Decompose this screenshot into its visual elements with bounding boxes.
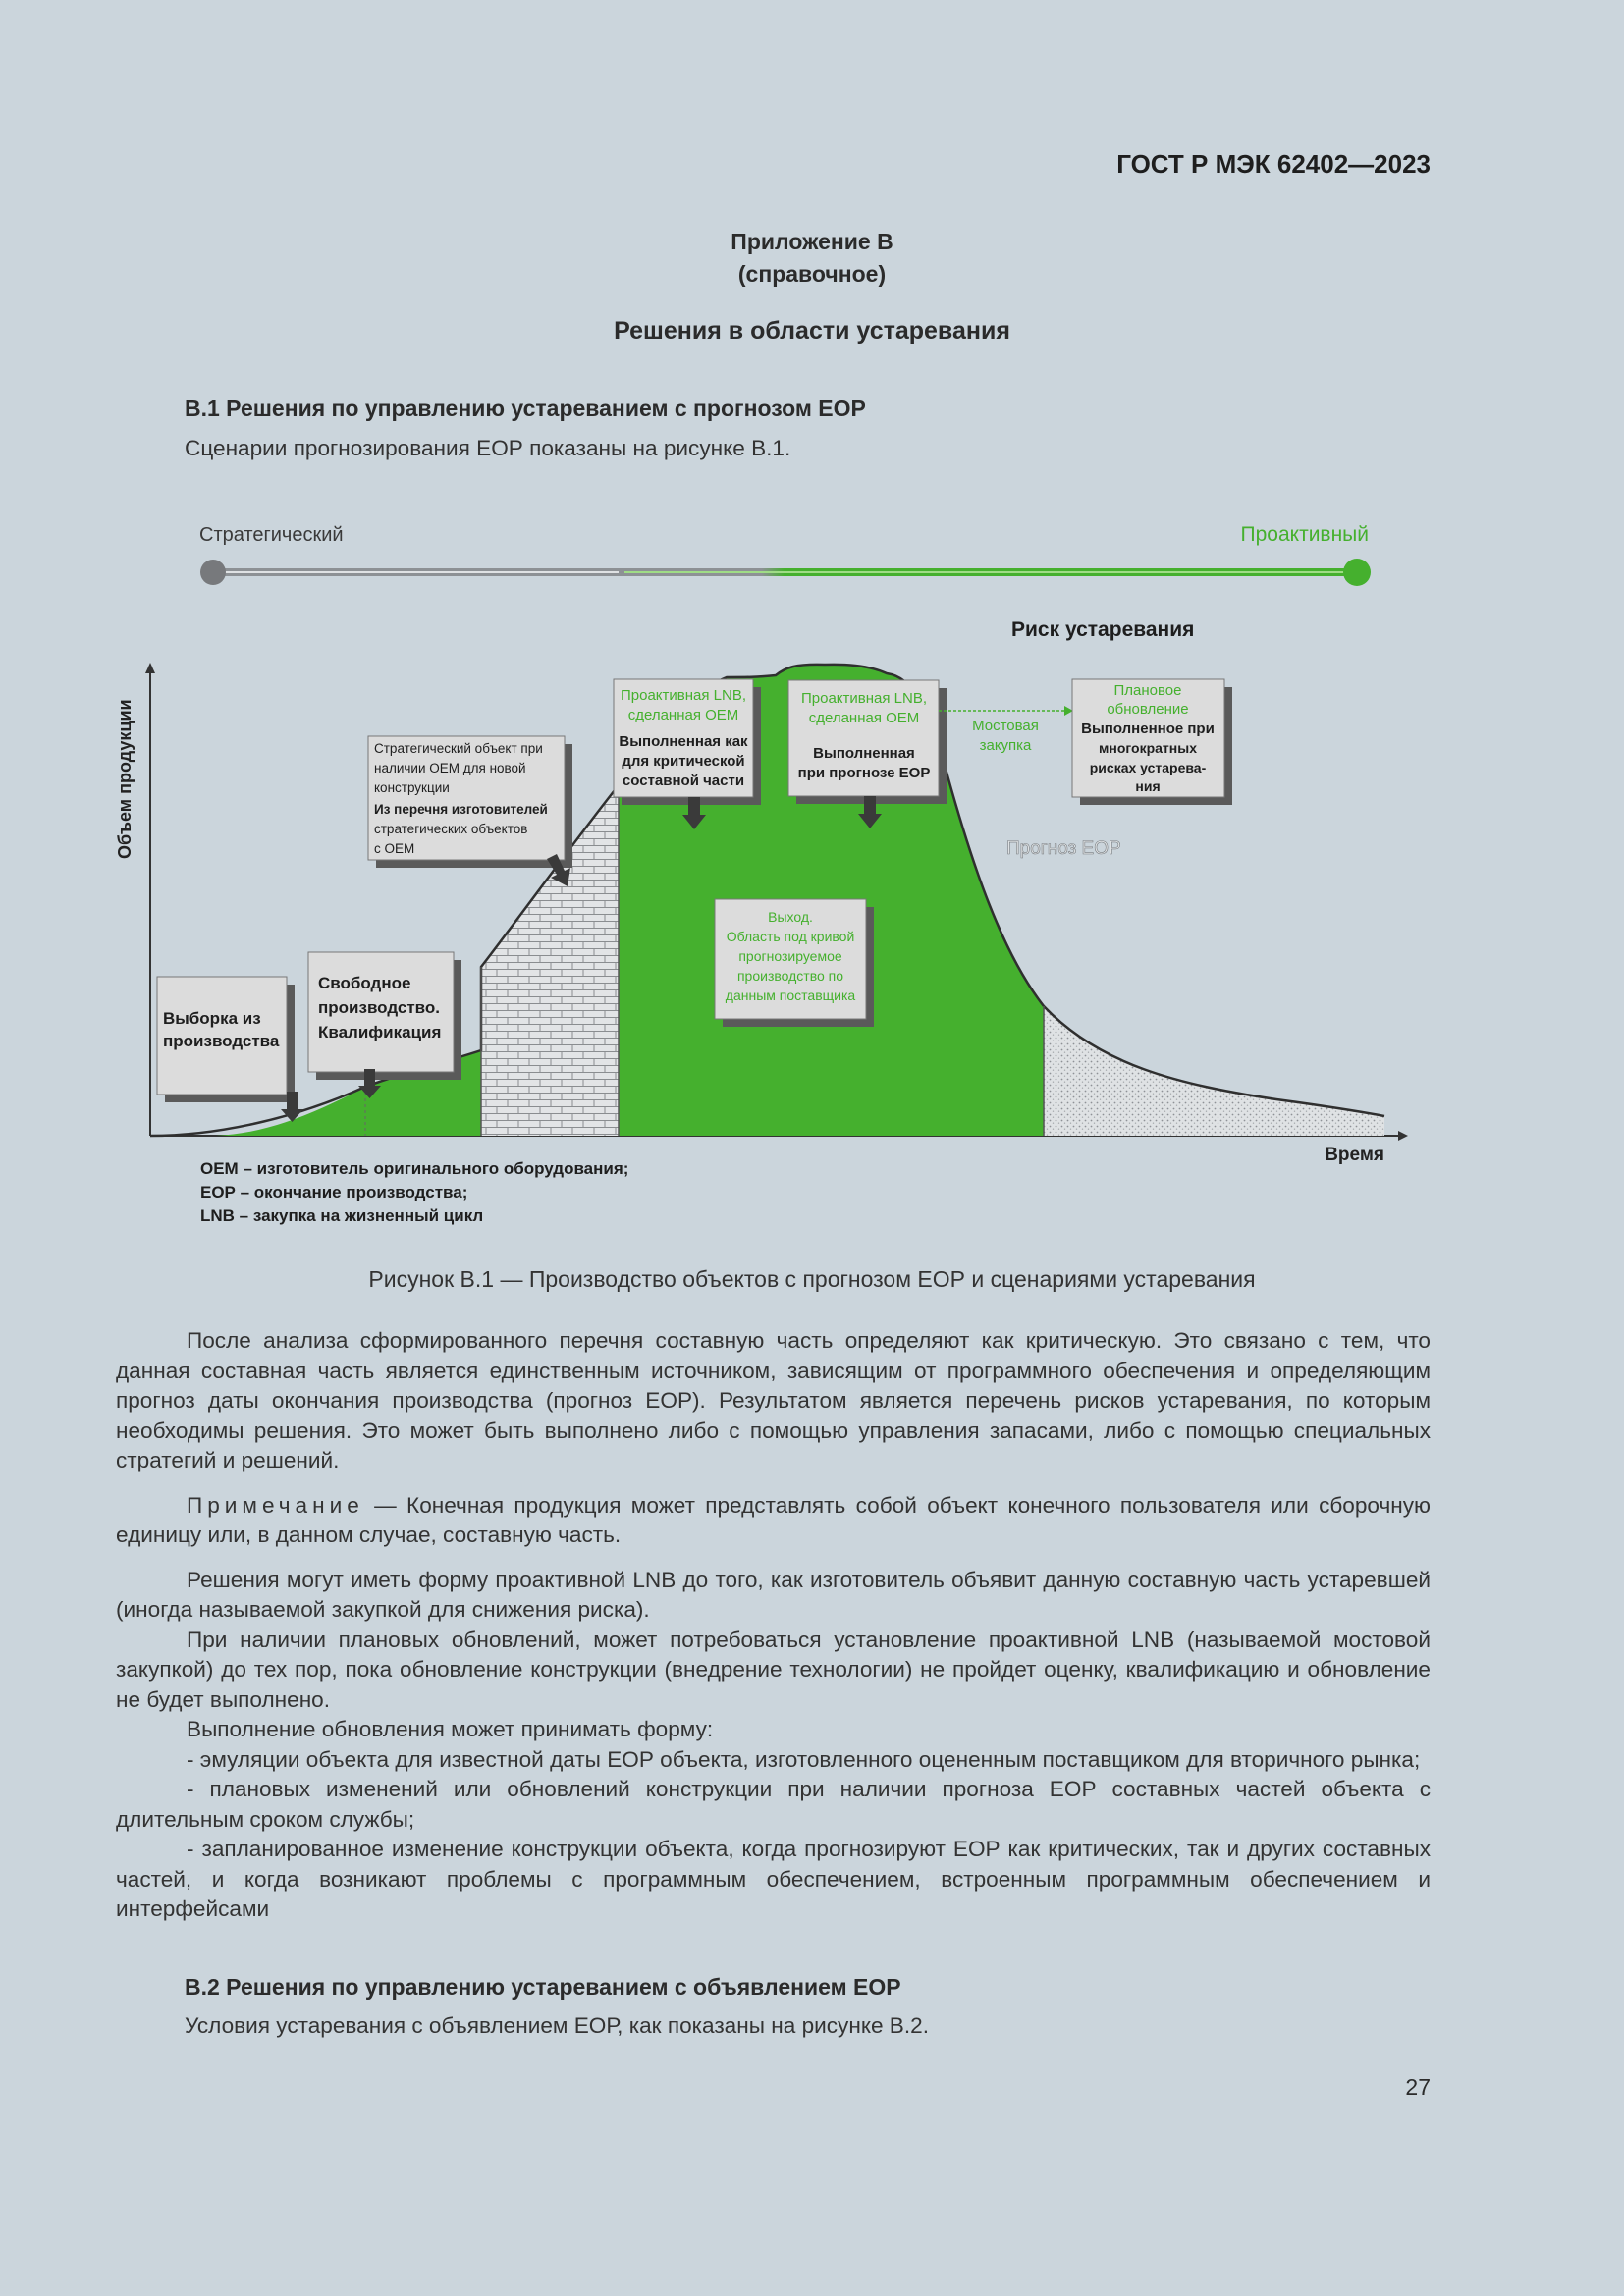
note-text: — Конечная продукция может представлять собой объект конечного пользователя или сборочную единицу или, в данном случае, составную часть. <box>116 1492 1431 1547</box>
annex-subtitle: (справочное) <box>737 261 887 287</box>
area-tail-dotted <box>1044 1006 1384 1136</box>
box-proactive-lnb-1 <box>614 679 761 805</box>
box-strategic-line-1: Стратегический объект при <box>374 741 543 756</box>
box-output <box>715 899 874 1027</box>
box-strategic-line-4: Из перечня изготовителей <box>374 802 548 817</box>
section-1-intro: Сценарии прогнозирования ЕОР показаны на рисунке В.1. <box>185 436 791 460</box>
bullet-2: - плановых изменений или обновлений конструкции при наличии прогноза ЕОР составных частей объекта с длительным сроком службы; <box>116 1777 1431 1832</box>
box-planned-dark-2: многократных <box>1099 740 1197 756</box>
box-lnb1-dark-2: для критической <box>622 753 745 770</box>
box-planned-update <box>1072 679 1232 805</box>
box-planned-dark-4: ния <box>1135 778 1161 794</box>
box-strategic-line-3: конструкции <box>374 780 450 795</box>
box-strategic-line-5: стратегических объектов <box>374 822 528 836</box>
paragraph-4: Выполнение обновления может принимать форму: <box>187 1717 714 1741</box>
box-free-line-2: производство. <box>318 998 441 1017</box>
scale-right-label: Проактивный <box>1240 523 1369 546</box>
bullet-3: - запланированное изменение конструкции объекта, когда прогнозируют ЕОР как критических, так и других составных частей, и когда возникают проблемы с программным обеспечением, встроенным программным обеспечением и интерфейсами <box>116 1837 1431 1921</box>
box-lnb2-green-2: сделанная ОЕМ <box>808 710 920 726</box>
page-number: 27 <box>1405 2074 1431 2100</box>
box-lnb1-dark-3: составной части <box>622 773 745 789</box>
x-axis-label: Время <box>1325 1145 1384 1165</box>
box-lnb2-dark-2: при прогнозе ЕОР <box>797 765 931 781</box>
box-lnb1-dark-1: Выполненная как <box>619 733 748 750</box>
y-axis-label: Объем продукции <box>115 699 135 859</box>
eop-forecast-label: Прогноз ЕОР <box>1006 838 1121 859</box>
note-label: Примечание <box>187 1492 364 1518</box>
box-sample-production <box>157 977 295 1102</box>
box-output-line-2: Область под кривой <box>726 929 855 944</box>
body-text <box>116 1326 1431 1925</box>
box-strategic-line-2: наличии ОЕМ для новой <box>374 761 526 775</box>
box-proactive-lnb-2 <box>788 680 947 804</box>
box-output-line-4: производство по <box>736 968 844 984</box>
section-2-heading: В.2 Решения по управлению устареванием с объявлением ЕОР <box>185 1974 901 2000</box>
paragraph-3: При наличии плановых обновлений, может потребоваться установление проактивной LNB (называемой мостовой закупкой) до тех пор, пока обновление конструкции (внедрение технологии) не пройдет оценку, квалификацию и обновление не будет выполнено. <box>116 1627 1431 1712</box>
annex-title: Приложение В <box>731 229 893 254</box>
section-2-intro: Условия устаревания с объявлением ЕОР, как показаны на рисунке В.2. <box>185 2013 929 2038</box>
section-1-heading: В.1 Решения по управлению устареванием с прогнозом ЕОР <box>185 396 866 421</box>
legend-line-1: ОЕМ – изготовитель оригинального оборудования; <box>200 1159 629 1178</box>
box-planned-green-1: Плановое <box>1113 682 1182 699</box>
box-planned-dark-1: Выполненное при <box>1081 721 1215 737</box>
box-output-line-5: данным поставщика <box>725 988 856 1003</box>
scale-left-label: Стратегический <box>199 524 344 546</box>
paragraph-2: Решения могут иметь форму проактивной LNB до того, как изготовитель объявит данную составную часть устаревшей (иногда называемой закупкой для снижения риска). <box>116 1567 1431 1622</box>
annex-heading: Решения в области устаревания <box>614 317 1010 345</box>
legend-line-3: LNB – закупка на жизненный цикл <box>200 1206 484 1225</box>
box-output-line-3: прогнозируемое <box>738 948 842 964</box>
box-output-line-1: Выход. <box>768 909 813 925</box>
box-planned-dark-3: рисках устарева- <box>1089 760 1207 775</box>
note-paragraph <box>116 1491 1431 1551</box>
scale-left-dot <box>200 560 226 585</box>
box-free-line-1: Свободное <box>318 974 411 992</box>
box-lnb2-green-1: Проактивная LNB, <box>800 690 928 707</box>
box-free-line-3: Квалификация <box>318 1023 442 1041</box>
paragraph-1: После анализа сформированного перечня составную часть определяют как критическую. Это связано с тем, что данная составная часть является единственным источником, зависящим от программного обеспечения и определяющим прогноз даты окончания производства (прогноз ЕОР). Результатом является перечень рисков устаревания, по которым необходимы решения. Это может быть выполнено либо с помощью управления запасами, либо с помощью специальных стратегий и решений. <box>116 1328 1431 1472</box>
bridge-label-1: Мостовая <box>972 718 1039 734</box>
box-lnb2-dark-1: Выполненная <box>813 745 915 762</box>
bullet-1: - эмуляции объекта для известной даты ЕОР объекта, изготовленного оцененным поставщиком для вторичного рынка; <box>187 1746 1421 1772</box>
y-axis-arrow <box>145 663 155 673</box>
box-free-production <box>308 952 461 1080</box>
box-sample-line-2: производства <box>163 1032 280 1050</box>
box-strategic-line-6: с ОЕМ <box>374 841 415 856</box>
scale-right-dot <box>1343 559 1371 586</box>
bridge-label-2: закупка <box>979 737 1032 754</box>
standard-number: ГОСТ Р МЭК 62402—2023 <box>1116 149 1431 179</box>
risk-label: Риск устаревания <box>1011 618 1195 641</box>
box-lnb1-green-1: Проактивная LNB, <box>620 687 747 704</box>
x-axis-arrow <box>1398 1131 1408 1141</box>
box-lnb1-green-2: сделанная ОЕМ <box>627 707 739 723</box>
box-sample-line-1: Выборка из <box>163 1009 261 1028</box>
legend-line-2: ЕОР – окончание производства; <box>200 1183 468 1201</box>
box-strategic-object <box>368 736 572 868</box>
figure-caption: Рисунок В.1 — Производство объектов с прогнозом ЕОР и сценариями устаревания <box>368 1266 1256 1292</box>
box-planned-green-2: обновление <box>1107 701 1189 718</box>
